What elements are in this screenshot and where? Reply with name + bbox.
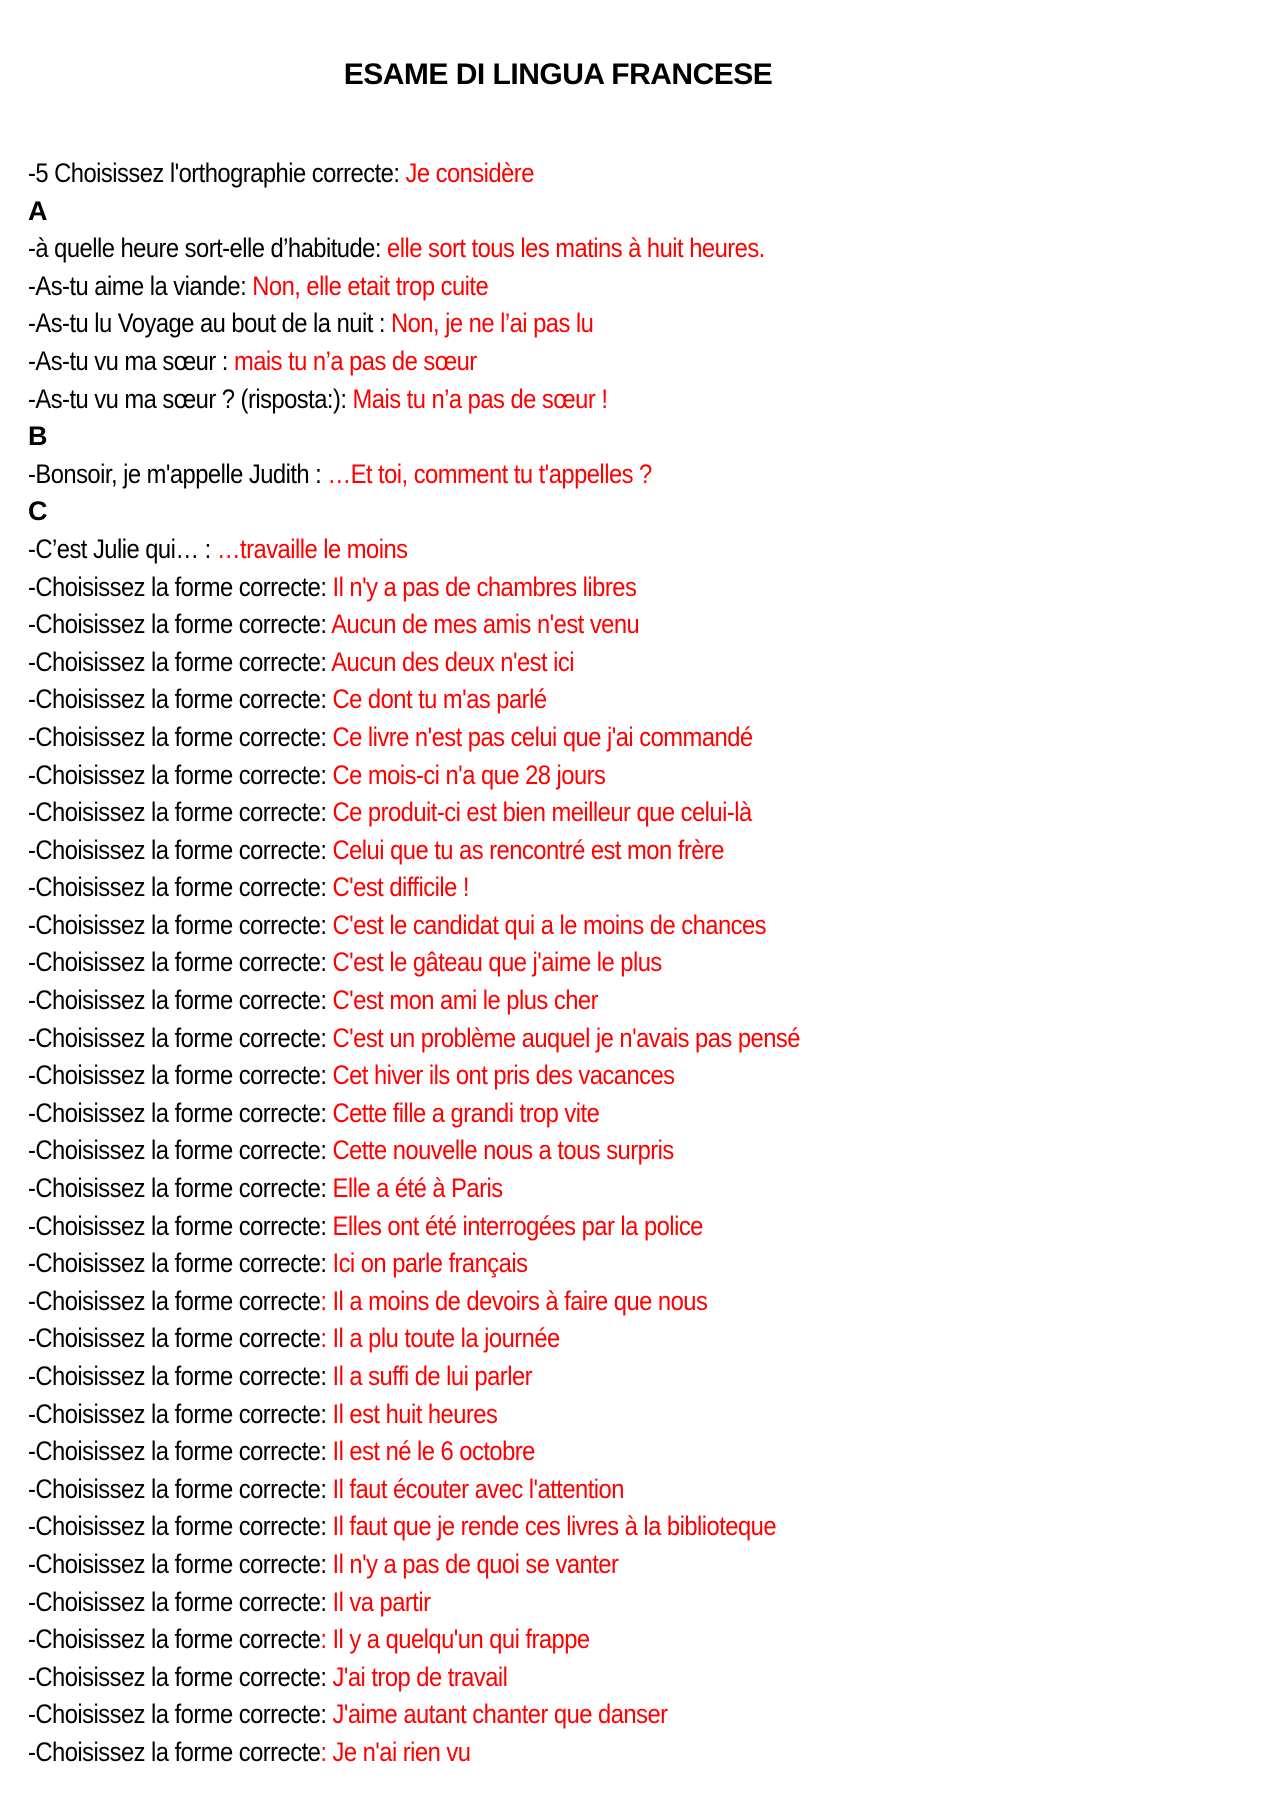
answer-text: Ce mois-ci n'a que 28 jours [332,759,606,790]
question-line [28,1208,1102,1246]
question-text: -Choisissez la forme correcte: [28,721,333,752]
question-line [28,1584,1102,1622]
question-text: -à quelle heure sort-elle d’habitude: [28,233,388,264]
answer-text: C'est le candidat qui a le moins de chances [332,909,767,940]
question-text: -5 Choisissez l'orthographie correcte: [28,158,406,188]
answer-text: …travaille le moins [216,533,408,564]
answer-text: mais tu n’a pas de sœur [233,345,477,376]
question-line [28,1696,1102,1734]
question-line [28,1020,1102,1058]
question-text: -As-tu lu Voyage au bout de la nuit : [28,308,391,339]
answer-text: Non, elle etait trop cuite [252,270,489,301]
question-text: -Choisissez la forme correcte: [28,1210,333,1241]
question-line [28,1358,1102,1396]
answer-text: C'est un problème auquel je n'avais pas pensé [332,1022,800,1053]
answer-text: Cet hiver ils ont pris des vacances [332,1060,675,1091]
answer-text: Il va partir [332,1586,431,1617]
question-line [28,155,1102,193]
answer-text: : Il a moins de devoirs à faire que nous [320,1285,708,1316]
question-line [28,1057,1102,1095]
section-heading: C [28,496,47,527]
question-line [28,381,1102,419]
question-line [28,343,1102,381]
answer-text: Il est huit heures [332,1398,498,1429]
question-line [28,569,1102,607]
answer-text: Mais tu n’a pas de sœur ! [352,383,608,414]
answer-text: Il a suffi de lui parler [332,1361,533,1391]
question-text: -Choisissez la forme correcte: [28,947,333,978]
question-text: -Choisissez la forme correcte: [28,1699,333,1730]
answer-text: Ce livre n'est pas celui que j'ai commandé [332,721,753,752]
question-text: -Choisissez la forme correcte [28,1323,321,1354]
question-text: -Choisissez la forme correcte: [28,834,333,865]
question-text: -Choisissez la forme correcte: [28,1586,333,1617]
question-text: -Choisissez la forme correcte: [28,1473,333,1504]
question-line [28,794,1102,832]
section-heading: A [28,195,47,226]
question-text: -Choisissez la forme correcte: [28,1398,333,1429]
question-line [28,1095,1102,1133]
question-line [28,1396,1102,1434]
question-line [28,757,1102,795]
answer-text: Elles ont été interrogées par la police [332,1210,703,1241]
question-text: -Choisissez la forme correcte: [28,1060,333,1091]
question-text: -As-tu aime la viande: [28,270,253,301]
answer-text: elle sort tous les matins à huit heures. [387,233,765,264]
document-title: ESAME DI LINGUA FRANCESE [343,58,773,91]
question-line [28,1734,1102,1772]
answer-text: Non, je ne l’ai pas lu [390,308,594,339]
answer-text: Je considère [405,158,534,188]
question-text: -Choisissez la forme correcte: [28,609,332,640]
question-text: -Choisissez la forme correcte: [28,909,333,940]
answer-text: Elle a été à Paris [332,1173,503,1204]
question-line [28,1283,1102,1321]
question-text: -Choisissez la forme correcte: [28,1361,333,1391]
answer-text: Il n'y a pas de quoi se vanter [332,1548,619,1579]
question-line [28,268,1102,306]
answer-text: Celui que tu as rencontré est mon frère [332,834,724,865]
question-text: -Choisissez la forme correcte: [28,684,333,715]
section-heading: B [28,421,47,452]
question-line [28,305,1102,343]
question-text: -Choisissez la forme correcte [28,1736,321,1767]
answer-text: Aucun des deux n'est ici [331,646,575,677]
question-line [28,1471,1102,1509]
question-line [28,1132,1102,1170]
question-text: -As-tu vu ma sœur : [28,345,234,376]
question-line [28,1621,1102,1659]
question-text: -Choisissez la forme correcte: [28,1173,333,1204]
question-line [28,606,1102,644]
question-text: -Choisissez la forme correcte: [28,1097,333,1128]
answer-text: : Je n'ai rien vu [320,1736,471,1767]
answer-text: Il faut écouter avec l'attention [332,1473,624,1504]
question-text: -Choisissez la forme correcte: [28,571,333,602]
question-line [28,644,1102,682]
question-text: -Choisissez la forme correcte: [28,759,333,790]
question-text: -As-tu vu ma sœur ? (risposta:): [28,383,353,414]
question-line [28,1170,1102,1208]
question-line [28,907,1102,945]
question-text: -Choisissez la forme correcte: [28,985,333,1016]
question-line [28,531,1102,569]
question-text: -Choisissez la forme correcte: [28,1436,333,1467]
question-text: -Choisissez la forme correcte: [28,797,333,828]
answer-text: Cette fille a grandi trop vite [332,1097,600,1128]
question-line [28,869,1102,907]
question-line [28,681,1102,719]
question-text: -Bonsoir, je m'appelle Judith : [28,458,328,489]
question-line [28,719,1102,757]
question-line [28,230,1102,268]
answer-text: C'est mon ami le plus cher [332,985,598,1016]
answer-text: Il faut que je rende ces livres à la biblioteque [332,1511,777,1542]
answer-text: Ce produit-ci est bien meilleur que celui-là [332,797,752,828]
question-text: -Choisissez la forme correcte: [28,1661,333,1692]
answer-text: Cette nouvelle nous a tous surpris [332,1135,674,1166]
question-line [28,1546,1102,1584]
question-line [28,1320,1102,1358]
answer-text: Il n'y a pas de chambres libres [332,571,637,602]
question-line [28,1508,1102,1546]
answer-text: : Il a plu toute la journée [320,1323,560,1354]
question-text: -Choisissez la forme correcte: [28,1548,333,1579]
question-text: -C’est Julie qui… : [28,533,217,564]
question-line [28,832,1102,870]
answer-text: Ce dont tu m'as parlé [332,684,547,715]
question-line [28,1245,1102,1283]
question-line [28,1659,1102,1697]
answer-text: Aucun de mes amis n'est venu [331,609,640,640]
question-text: -Choisissez la forme correcte: [28,1135,333,1166]
question-line [28,456,1102,494]
question-line [28,1433,1102,1471]
question-line [28,982,1102,1020]
answer-text: Il est né le 6 octobre [332,1436,535,1467]
answer-text: J'ai trop de travail [332,1661,508,1692]
question-text: -Choisissez la forme correcte: [28,1248,333,1279]
question-line [28,944,1102,982]
question-text: -Choisissez la forme correcte: [28,646,332,677]
question-text: -Choisissez la forme correcte: [28,1511,333,1542]
question-text: -Choisissez la forme correcte [28,1285,321,1316]
answer-text: Ici on parle français [332,1248,528,1279]
question-text: -Choisissez la forme correcte: [28,1022,333,1053]
question-text: -Choisissez la forme correcte: [28,872,333,903]
document-body [28,155,1248,1772]
answer-text: : Il y a quelqu'un qui frappe [320,1624,590,1655]
answer-text: J'aime autant chanter que danser [332,1699,668,1730]
answer-text: …Et toi, comment tu t'appelles ? [327,458,652,489]
question-text: -Choisissez la forme correcte [28,1624,321,1655]
answer-text: C'est difficile ! [332,872,469,903]
answer-text: C'est le gâteau que j'aime le plus [332,947,662,978]
